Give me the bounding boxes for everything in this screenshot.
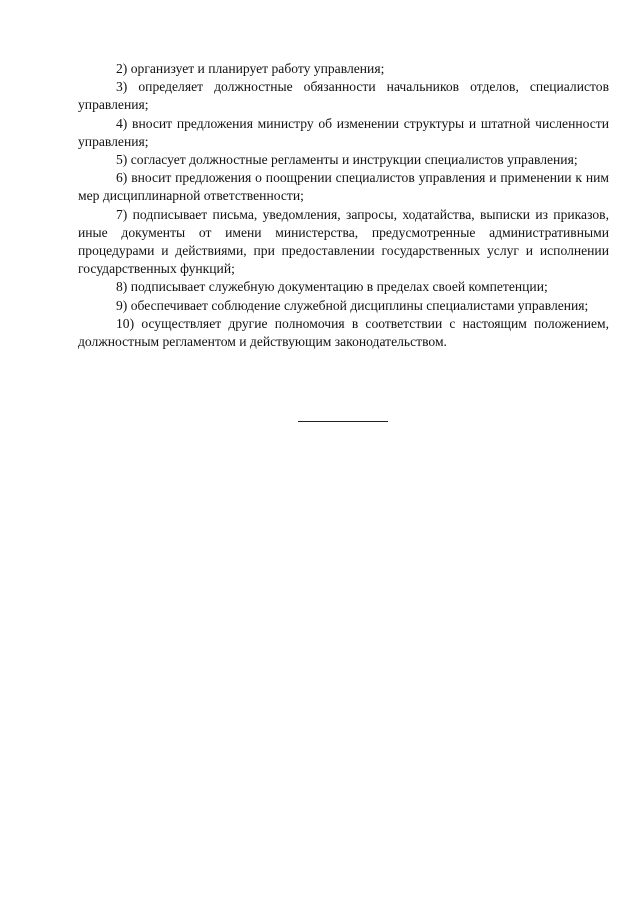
item-text: вносит предложения министру об изменении структуры и штатной численности управления; xyxy=(78,115,610,149)
list-item xyxy=(78,60,609,78)
end-separator-line xyxy=(298,421,388,422)
item-text: подписывает письма, уведомления, запросы, ходатайства, выписки из приказов, иные документы от имени министерства, предусмотренные административными процедурами и действиями, при предоставлении государственных услуг и исполнении государственных функций; xyxy=(78,206,609,277)
item-number: 6) xyxy=(116,170,128,186)
list-item xyxy=(78,297,609,315)
item-text: обеспечивает соблюдение служебной дисциплины специалистами управления; xyxy=(130,297,589,313)
list-item xyxy=(78,169,609,205)
item-text: вносит предложения о поощрении специалистов управления и применении к ним мер дисциплинарной ответственности; xyxy=(78,170,609,204)
item-number: 5) xyxy=(116,152,128,168)
item-number: 3) xyxy=(116,79,128,95)
item-number: 9) xyxy=(116,297,128,313)
item-number: 10) xyxy=(116,315,135,331)
item-number: 2) xyxy=(116,61,128,76)
item-text: подписывает служебную документацию в пределах своей компетенции; xyxy=(130,279,548,295)
item-text: организует и планирует работу управления; xyxy=(130,61,385,76)
list-item xyxy=(78,206,609,279)
item-text: определяет должностные обязанности начальников отделов, специалистов управления; xyxy=(78,79,609,113)
item-number: 7) xyxy=(116,206,128,222)
list-item xyxy=(78,151,609,169)
list-item xyxy=(78,78,609,114)
item-text: осуществляет другие полномочия в соответствии с настоящим положением, должностным регламентом и действующим законодательством. xyxy=(78,315,609,350)
item-text: согласует должностные регламенты и инструкции специалистов управления; xyxy=(130,152,578,168)
list-item xyxy=(78,315,609,351)
duties-list xyxy=(78,60,609,351)
list-item xyxy=(78,278,609,296)
list-item xyxy=(78,115,609,151)
item-number: 4) xyxy=(116,115,128,131)
item-number: 8) xyxy=(116,279,128,295)
